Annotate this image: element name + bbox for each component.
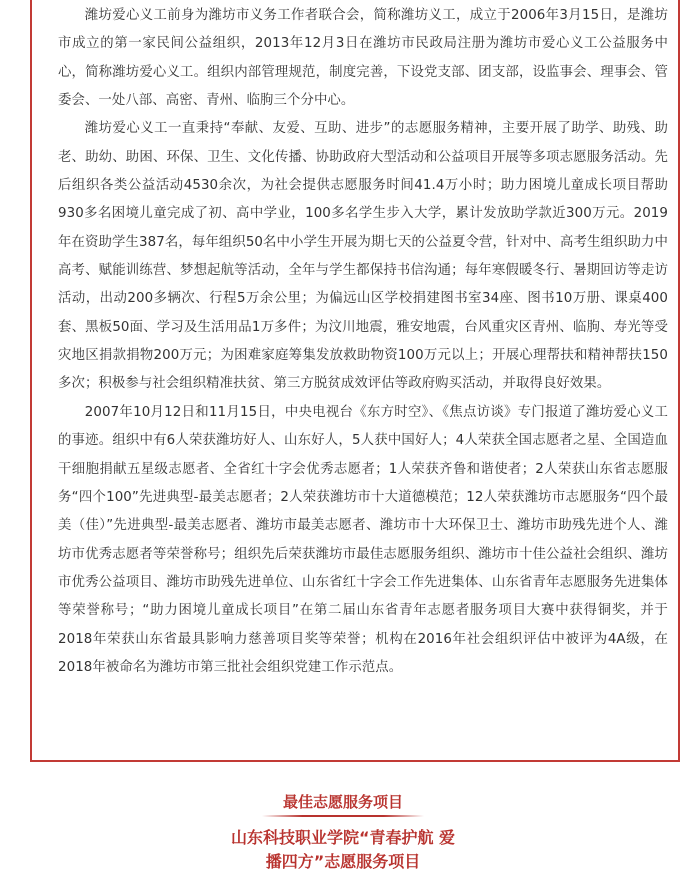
section-category-title: 最佳志愿服务项目 (282, 793, 403, 811)
project-title (0, 826, 686, 874)
paragraph-intro: 潍坊爱心义工前身为潍坊市义务工作者联合会，简称潍坊义工，成立于2006年3月15日，是潍坊市成立的第一家民间公益组织，2013年12月3日在潍坊市民政局注册为潍坊市爱心义工公益服务中心，简称潍坊爱心义工。组织内部管理规范，制度完善，下设党支部、团支部，设监事会、理事会、管委会、一处八部、高密、青州、临朐三个分中心。 (58, 8, 668, 109)
paragraph-activities: 潍坊爱心义工一直秉持“奉献、友爱、互助、进步”的志愿服务精神，主要开展了助学、助残、助老、助幼、助困、环保、卫生、文化传播、协助政府大型活动和公益项目开展等多项志愿服务活动。先后组织各类公益活动4530余次，为社会提供志愿服务时间41.4万小时；助力困境儿童成长项目帮助930多名困境儿童完成了初、高中学业，100多名学生步入大学，累计发放助学款近300万元。2019年在资助学生387名，每年组织50名中小学生开展为期七天的公益夏令营，针对中、高考生组织助力中高考、赋能训练营、梦想起航等活动，全年与学生都保持书信沟通；每年寒假暖冬行、暑期回访等走访活动，出动200多辆次、行程5万余公里；为偏远山区学校捐建图书室34座、图书10万册、课桌400套、黑板50面、学习及生活用品1万多件；为汶川地震，雅安地震，台风重灾区青州、临朐、寿光等受灾地区捐款捐物200万元；为困难家庭筹集发放救助物资100万元以上；开展心理帮扶和精神帮扶150多次；积极参与社会组织精准扶贫、第三方脱贫成效评估等政府购买活动，并取得良好效果。 (58, 121, 668, 392)
project-title-line-1: 山东科技职业学院“青春护航 爱 (230, 828, 456, 847)
title-divider (262, 815, 424, 817)
project-title-line-2: 播四方”志愿服务项目 (265, 852, 421, 871)
paragraph-honors: 2007年10月12日和11月15日，中央电视台《东方时空》、《焦点访谈》专门报道了潍坊爱心义工的事迹。组织中有6人荣获潍坊好人、山东好人，5人获中国好人；4人荣获全国志愿者之星、全国造血干细胞捐献五星级志愿者、全省红十字会优秀志愿者；1人荣获齐鲁和谐使者；2人荣获山东省志愿服务“四个100”先进典型-最美志愿者；2人荣获潍坊市十大道德模范；12人荣获潍坊市志愿服务“四个最美（佳）”先进典型-最美志愿者、潍坊市最美志愿者、潍坊市十大环保卫士、潍坊市助残先进个人、潍坊市优秀志愿者等荣誉称号；组织先后荣获潍坊市最佳志愿服务组织、潍坊市十佳公益社会组织、潍坊市优秀公益项目、潍坊市助残先进单位、山东省红十字会工作先进集体、山东省青年志愿服务先进集体等荣誉称号；“助力困境儿童成长项目”在第二届山东省青年志愿者服务项目大赛中获得铜奖，并于2018年荣获山东省最具影响力慈善项目奖等荣誉；机构在2016年社会组织评估中被评为4A级，在2018年被命名为潍坊市第三批社会组织党建工作示范点。 (58, 404, 668, 675)
article-body (58, 2, 668, 682)
